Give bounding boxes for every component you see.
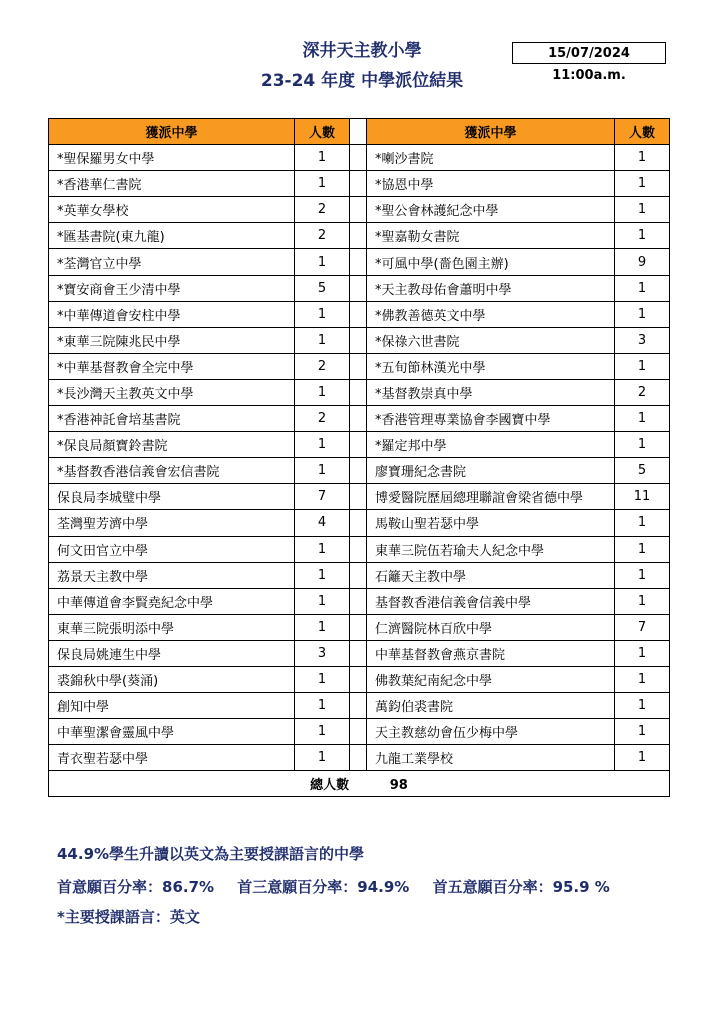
left-count-cell: 1 [295,719,350,745]
left-school-cell: 荃灣聖芳濟中學 [49,510,295,536]
table-row [49,614,670,640]
left-school-cell: 中華傳道會李賢堯紀念中學 [49,588,295,614]
header-left-school: 獲派中學 [49,119,295,145]
table-row [49,379,670,405]
left-school-cell: *保良局顏寶鈴書院 [49,432,295,458]
table-row [49,327,670,353]
table-row [49,536,670,562]
left-school-cell: 東華三院張明添中學 [49,614,295,640]
right-school-cell: 天主教慈幼會伍少梅中學 [367,719,615,745]
right-school-cell: 佛教葉紀南紀念中學 [367,666,615,692]
row-gap-cell [350,145,367,171]
first-choice-rate: 首意願百分率：86.7% [57,878,215,896]
table-row [49,145,670,171]
right-school-cell: *佛教善德英文中學 [367,301,615,327]
left-school-cell: *聖保羅男女中學 [49,145,295,171]
table-row [49,484,670,510]
footnote: *主要授課語言：英文 [57,908,200,926]
left-school-cell: *中華傳道會安柱中學 [49,301,295,327]
left-count-cell: 1 [295,249,350,275]
right-count-cell: 1 [615,432,670,458]
table-row [49,562,670,588]
total-label: 總人數 [310,778,350,794]
left-school-cell: 創知中學 [49,693,295,719]
column-gap [350,119,367,145]
left-school-cell: 保良局姚連生中學 [49,640,295,666]
row-gap-cell [350,458,367,484]
right-school-cell: *基督教崇真中學 [367,379,615,405]
left-school-cell: 中華聖潔會靈風中學 [49,719,295,745]
left-school-cell: *匯基書院(東九龍) [49,223,295,249]
left-count-cell: 7 [295,484,350,510]
left-count-cell: 1 [295,379,350,405]
left-school-cell: *基督教香港信義會宏信書院 [49,458,295,484]
row-gap-cell [350,275,367,301]
top5-choice-rate: 首五意願百分率：95.9 % [432,878,610,896]
right-count-cell: 1 [615,510,670,536]
table-row [49,458,670,484]
right-count-cell: 1 [615,301,670,327]
right-count-cell: 1 [615,353,670,379]
row-gap-cell [350,719,367,745]
row-gap-cell [350,353,367,379]
header-right-count: 人數 [615,119,670,145]
row-gap-cell [350,745,367,771]
left-count-cell: 4 [295,510,350,536]
left-count-cell: 2 [295,223,350,249]
right-school-cell: *協恩中學 [367,171,615,197]
right-count-cell: 1 [615,693,670,719]
row-gap-cell [350,406,367,432]
row-gap-cell [350,249,367,275]
left-school-cell: *荃灣官立中學 [49,249,295,275]
row-gap-cell [350,301,367,327]
left-school-cell: 何文田官立中學 [49,536,295,562]
row-gap-cell [350,327,367,353]
left-count-cell: 1 [295,145,350,171]
left-school-cell: *中華基督教會全完中學 [49,353,295,379]
table-row [49,223,670,249]
row-gap-cell [350,614,367,640]
right-count-cell: 1 [615,275,670,301]
right-school-cell: *天主教母佑會蕭明中學 [367,275,615,301]
row-gap-cell [350,536,367,562]
left-count-cell: 3 [295,640,350,666]
row-gap-cell [350,640,367,666]
right-count-cell: 1 [615,536,670,562]
left-count-cell: 1 [295,458,350,484]
right-school-cell: 馬鞍山聖若瑟中學 [367,510,615,536]
left-count-cell: 1 [295,536,350,562]
row-gap-cell [350,171,367,197]
right-school-cell: 石籬天主教中學 [367,562,615,588]
left-count-cell: 1 [295,562,350,588]
row-gap-cell [350,197,367,223]
table-row [49,693,670,719]
row-gap-cell [350,223,367,249]
left-count-cell: 1 [295,327,350,353]
right-school-cell: 博愛醫院歷屆總理聯誼會梁省德中學 [367,484,615,510]
table-row [49,406,670,432]
left-school-cell: *寶安商會王少清中學 [49,275,295,301]
right-count-cell: 1 [615,145,670,171]
row-gap-cell [350,666,367,692]
left-count-cell: 1 [295,432,350,458]
row-gap-cell [350,693,367,719]
right-school-cell: *聖嘉勒女書院 [367,223,615,249]
header-right-school: 獲派中學 [367,119,615,145]
school-name: 深井天主教小學 [302,41,422,61]
right-school-cell: *保祿六世書院 [367,327,615,353]
right-school-cell: 中華基督教會燕京書院 [367,640,615,666]
left-count-cell: 2 [295,197,350,223]
table-header-row [49,119,670,145]
right-count-cell: 1 [615,588,670,614]
header-left-count: 人數 [295,119,350,145]
left-count-cell: 1 [295,588,350,614]
top3-choice-rate: 首三意願百分率：94.9% [237,878,410,896]
right-school-cell: 廖寶珊紀念書院 [367,458,615,484]
right-count-cell: 7 [615,614,670,640]
total-cell [49,771,670,797]
right-count-cell: 1 [615,640,670,666]
table-row [49,275,670,301]
left-school-cell: *香港神託會培基書院 [49,406,295,432]
left-school-cell: 保良局李城璧中學 [49,484,295,510]
table-body [49,145,670,771]
table-row [49,432,670,458]
right-school-cell: 九龍工業學校 [367,745,615,771]
right-school-cell: *喇沙書院 [367,145,615,171]
table-row [49,171,670,197]
right-school-cell: *香港管理專業協會李國寶中學 [367,406,615,432]
right-count-cell: 1 [615,666,670,692]
left-count-cell: 2 [295,353,350,379]
right-count-cell: 1 [615,719,670,745]
table-row [49,640,670,666]
table-row [49,249,670,275]
right-count-cell: 1 [615,562,670,588]
left-school-cell: 裘錦秋中學(葵涌) [49,666,295,692]
left-school-cell: *長沙灣天主教英文中學 [49,379,295,405]
left-count-cell: 2 [295,406,350,432]
left-school-cell: 荔景天主教中學 [49,562,295,588]
right-school-cell: *五旬節林漢光中學 [367,353,615,379]
left-count-cell: 1 [295,301,350,327]
right-count-cell: 3 [615,327,670,353]
right-count-cell: 1 [615,171,670,197]
left-count-cell: 1 [295,614,350,640]
left-count-cell: 1 [295,693,350,719]
right-count-cell: 11 [615,484,670,510]
right-school-cell: *可風中學(嗇色園主辦) [367,249,615,275]
table-row [49,301,670,327]
row-gap-cell [350,562,367,588]
row-gap-cell [350,484,367,510]
right-school-cell: *羅定邦中學 [367,432,615,458]
table-row [49,197,670,223]
right-school-cell: 萬鈞伯裘書院 [367,693,615,719]
right-count-cell: 1 [615,223,670,249]
table-row [49,510,670,536]
page-subtitle: 23-24 年度 中學派位結果 [260,71,464,91]
allocation-table [48,118,670,797]
row-gap-cell [350,379,367,405]
right-count-cell: 1 [615,745,670,771]
right-count-cell: 9 [615,249,670,275]
table-row [49,666,670,692]
table-row [49,745,670,771]
total-value: 98 [389,778,408,794]
left-school-cell: *香港華仁書院 [49,171,295,197]
left-count-cell: 1 [295,745,350,771]
left-count-cell: 1 [295,666,350,692]
english-medium-summary: 44.9%學生升讀以英文為主要授課語言的中學 [57,845,365,863]
right-count-cell: 1 [615,406,670,432]
right-school-cell: 基督教香港信義會信義中學 [367,588,615,614]
row-gap-cell [350,432,367,458]
left-count-cell: 5 [295,275,350,301]
right-count-cell: 1 [615,197,670,223]
left-school-cell: 青衣聖若瑟中學 [49,745,295,771]
table-row [49,719,670,745]
table-row [49,588,670,614]
right-school-cell: 仁濟醫院林百欣中學 [367,614,615,640]
right-school-cell: 東華三院伍若瑜夫人紀念中學 [367,536,615,562]
choice-percentages [57,876,628,897]
datetime-box: 15/07/2024 11:00a.m. [512,42,666,64]
table-row [49,353,670,379]
left-count-cell: 1 [295,171,350,197]
right-school-cell: *聖公會林護紀念中學 [367,197,615,223]
total-row [49,771,670,797]
left-school-cell: *英華女學校 [49,197,295,223]
row-gap-cell [350,510,367,536]
right-count-cell: 5 [615,458,670,484]
row-gap-cell [350,588,367,614]
right-count-cell: 2 [615,379,670,405]
left-school-cell: *東華三院陳兆民中學 [49,327,295,353]
